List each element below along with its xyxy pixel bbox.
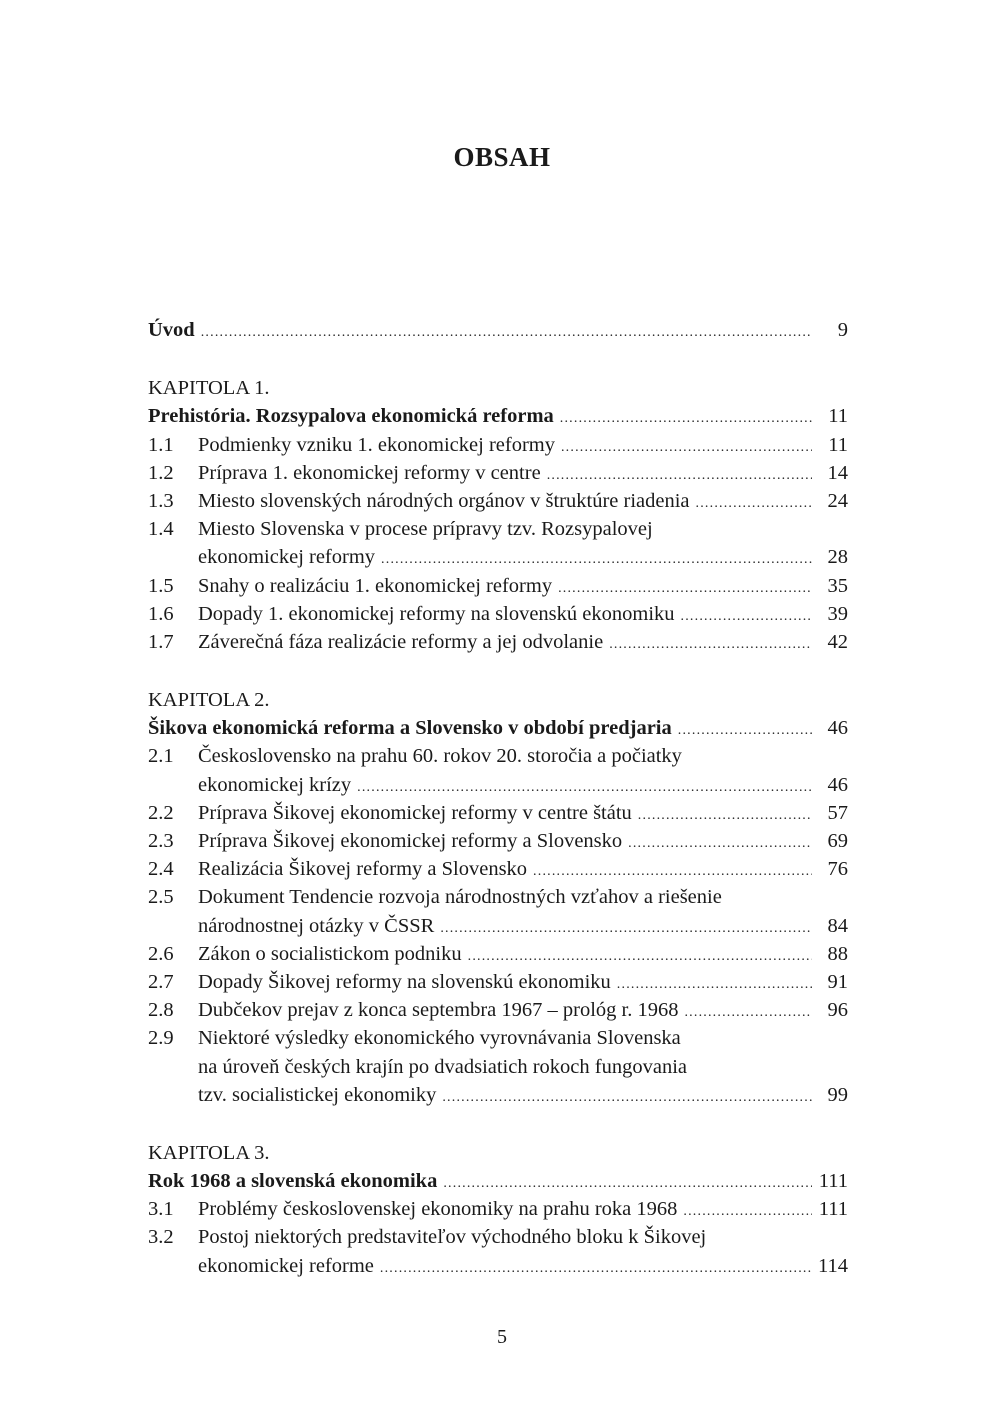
section-number: 2.8 <box>148 999 174 1022</box>
toc-entry-chapter-title[interactable] <box>148 714 848 742</box>
section-number: 1.7 <box>148 630 174 653</box>
toc-entry-section[interactable] <box>148 431 848 459</box>
section-number: 1.1 <box>148 433 174 456</box>
dot-leader <box>561 434 812 462</box>
section-title-line: Niektoré výsledky ekonomického vyrovnávania Slovenska <box>198 1027 681 1050</box>
chapter-heading: KAPITOLA 3. <box>148 1141 270 1164</box>
dot-leader <box>201 319 812 347</box>
toc-entry-section[interactable] <box>148 799 848 827</box>
chapter-heading: KAPITOLA 2. <box>148 689 270 712</box>
section-title-line: ekonomickej reformy <box>198 546 376 569</box>
toc-entry-page: 9 <box>837 319 848 341</box>
section-number: 1.4 <box>148 518 174 541</box>
section-title-line: tzv. socialistickej ekonomiky <box>198 1083 437 1106</box>
toc-entry-section[interactable] <box>148 996 848 1024</box>
chapter-spacer <box>148 656 848 686</box>
section-number: 2.1 <box>148 745 174 768</box>
section-number: 2.9 <box>148 1027 174 1050</box>
section-title-line: ekonomickej krízy <box>198 773 352 796</box>
section-number: 2.6 <box>148 942 174 965</box>
dot-leader <box>678 717 812 745</box>
toc-entry-page: 114 <box>818 1254 848 1277</box>
toc-entry-page: 14 <box>827 461 848 484</box>
dot-leader <box>442 1084 812 1112</box>
dot-leader <box>547 462 812 490</box>
dot-leader <box>696 490 812 518</box>
section-title-line: na úroveň českých krajín po dvadsiatich rokoch fungovania <box>198 1055 687 1078</box>
section-title-line: Podmienky vzniku 1. ekonomickej reformy <box>198 433 555 456</box>
toc-entry-section[interactable] <box>148 628 848 656</box>
section-title-line: Postoj niektorých predstaviteľov východného bloku k Šikovej <box>198 1226 707 1249</box>
chapter-heading: KAPITOLA 1. <box>148 377 270 400</box>
toc-entry-page: 46 <box>827 773 848 796</box>
toc-entry-section[interactable] <box>148 940 848 968</box>
toc-entry-page: 96 <box>827 999 848 1022</box>
page-number: 5 <box>497 1326 507 1348</box>
toc-entry-page: 11 <box>828 405 848 428</box>
section-number: 2.4 <box>148 858 174 881</box>
dot-leader <box>628 830 812 858</box>
section-title-line: Dopady Šikovej reformy na slovenskú ekonomiku <box>198 970 611 993</box>
section-title-line: Zákon o socialistickom podniku <box>198 942 462 965</box>
toc-entry-page: 11 <box>828 433 848 456</box>
toc-entry-page: 99 <box>827 1083 848 1106</box>
toc-entry-section[interactable] <box>148 827 848 855</box>
section-title-line: Záverečná fáza realizácie reformy a jej odvolanie <box>198 630 604 653</box>
section-number: 1.2 <box>148 461 174 484</box>
toc-entry-page: 111 <box>818 1170 848 1193</box>
dot-leader <box>638 802 812 830</box>
toc-entry-section[interactable] <box>148 1195 848 1223</box>
toc-entry-section[interactable] <box>148 543 848 571</box>
section-title-line: Príprava Šikovej ekonomickej reformy v centre štátu <box>198 801 632 824</box>
toc-entry-page: 76 <box>827 858 848 881</box>
toc-entry-page: 35 <box>827 574 848 597</box>
section-number: 1.6 <box>148 602 174 625</box>
toc-entry-page: 39 <box>827 602 848 625</box>
toc-entry-section[interactable] <box>148 572 848 600</box>
dot-leader <box>683 1198 812 1226</box>
toc-entry-section[interactable] <box>148 1081 848 1109</box>
section-number: 3.2 <box>148 1226 174 1249</box>
toc-entry-label: Prehistória. Rozsypalova ekonomická reforma <box>148 405 554 428</box>
dot-leader <box>381 546 812 574</box>
toc-entry-section[interactable] <box>148 855 848 883</box>
section-title-line: Dopady 1. ekonomickej reformy na slovenskú ekonomiku <box>198 602 675 625</box>
toc-entry-label: Rok 1968 a slovenská ekonomika <box>148 1170 438 1193</box>
section-number: 2.3 <box>148 830 174 852</box>
section-title-line: Realizácia Šikovej reformy a Slovensko <box>198 858 528 881</box>
toc-entry-page: 84 <box>827 914 848 937</box>
dot-leader <box>440 915 812 943</box>
toc-entry-page: 91 <box>827 970 848 993</box>
section-number: 2.7 <box>148 970 174 993</box>
section-number: 1.5 <box>148 574 174 597</box>
toc-entry-page: 46 <box>827 717 848 740</box>
section-title-line: Dubčekov prejav z konca septembra 1967 – prológ r. 1968 <box>198 999 679 1022</box>
section-number: 1.3 <box>148 489 174 512</box>
dot-leader <box>468 943 812 971</box>
toc-entry-section[interactable] <box>148 600 848 628</box>
toc-entry-page: 88 <box>827 942 848 965</box>
toc-entry-chapter-title[interactable] <box>148 402 848 430</box>
page-title: OBSAH <box>453 142 551 172</box>
chapter-spacer <box>148 1109 848 1139</box>
section-number: 2.5 <box>148 886 174 909</box>
section-title-line: Snahy o realizáciu 1. ekonomickej reformy <box>198 574 553 597</box>
toc-entry-section[interactable] <box>148 459 848 487</box>
dot-leader <box>380 1255 812 1283</box>
section-number: 3.1 <box>148 1198 174 1221</box>
section-title-line: Miesto slovenských národných orgánov v štruktúre riadenia <box>198 489 690 512</box>
dot-leader <box>558 575 812 603</box>
toc-entry-section[interactable] <box>148 883 848 911</box>
dot-leader <box>609 631 812 659</box>
section-title-line: Československo na prahu 60. rokov 20. storočia a počiatky <box>198 745 682 768</box>
dot-leader <box>533 858 812 886</box>
dot-leader <box>617 971 812 999</box>
toc-entry-section[interactable] <box>148 1024 848 1052</box>
toc-entry-intro[interactable] <box>148 316 848 344</box>
toc-entry-label: Úvod <box>148 319 195 341</box>
section-title-line: Príprava 1. ekonomickej reformy v centre <box>198 461 541 484</box>
toc-entry-page: 28 <box>827 546 848 569</box>
toc-entry-section[interactable] <box>148 1223 848 1251</box>
toc-entry-section[interactable] <box>148 742 848 770</box>
section-number: 2.2 <box>148 801 174 824</box>
section-title-line: ekonomickej reforme <box>198 1254 374 1277</box>
toc-entry-page: 111 <box>818 1198 848 1221</box>
table-of-contents <box>148 316 848 1280</box>
dot-leader <box>681 603 812 631</box>
section-title-line: národnostnej otázky v ČSSR <box>198 914 435 937</box>
section-title-line: Miesto Slovenska v procese prípravy tzv. Rozsypalovej <box>198 518 653 541</box>
dot-leader <box>560 405 812 433</box>
toc-entry-chapter-title[interactable] <box>148 1167 848 1195</box>
toc-entry-section[interactable] <box>148 515 848 543</box>
dot-leader <box>443 1170 812 1198</box>
toc-entry-section[interactable] <box>148 968 848 996</box>
toc-entry-section[interactable] <box>148 1252 848 1280</box>
toc-entry-label: Šikova ekonomická reforma a Slovensko v období predjaria <box>148 717 672 740</box>
section-title-line: Dokument Tendencie rozvoja národnostných vzťahov a riešenie <box>198 886 722 909</box>
toc-entry-page: 69 <box>827 830 848 852</box>
chapter-spacer <box>148 344 848 374</box>
toc-entry-section[interactable] <box>148 771 848 799</box>
toc-entry-section[interactable] <box>148 1053 848 1081</box>
toc-entry-page: 57 <box>827 801 848 824</box>
toc-entry-section[interactable] <box>148 912 848 940</box>
toc-entry-page: 42 <box>827 630 848 653</box>
dot-leader <box>357 774 812 802</box>
toc-entry-page: 24 <box>827 489 848 512</box>
dot-leader <box>684 999 812 1027</box>
section-title-line: Príprava Šikovej ekonomickej reformy a Slovensko <box>198 830 623 852</box>
section-title-line: Problémy československej ekonomiky na prahu roka 1968 <box>198 1198 678 1221</box>
toc-entry-section[interactable] <box>148 487 848 515</box>
